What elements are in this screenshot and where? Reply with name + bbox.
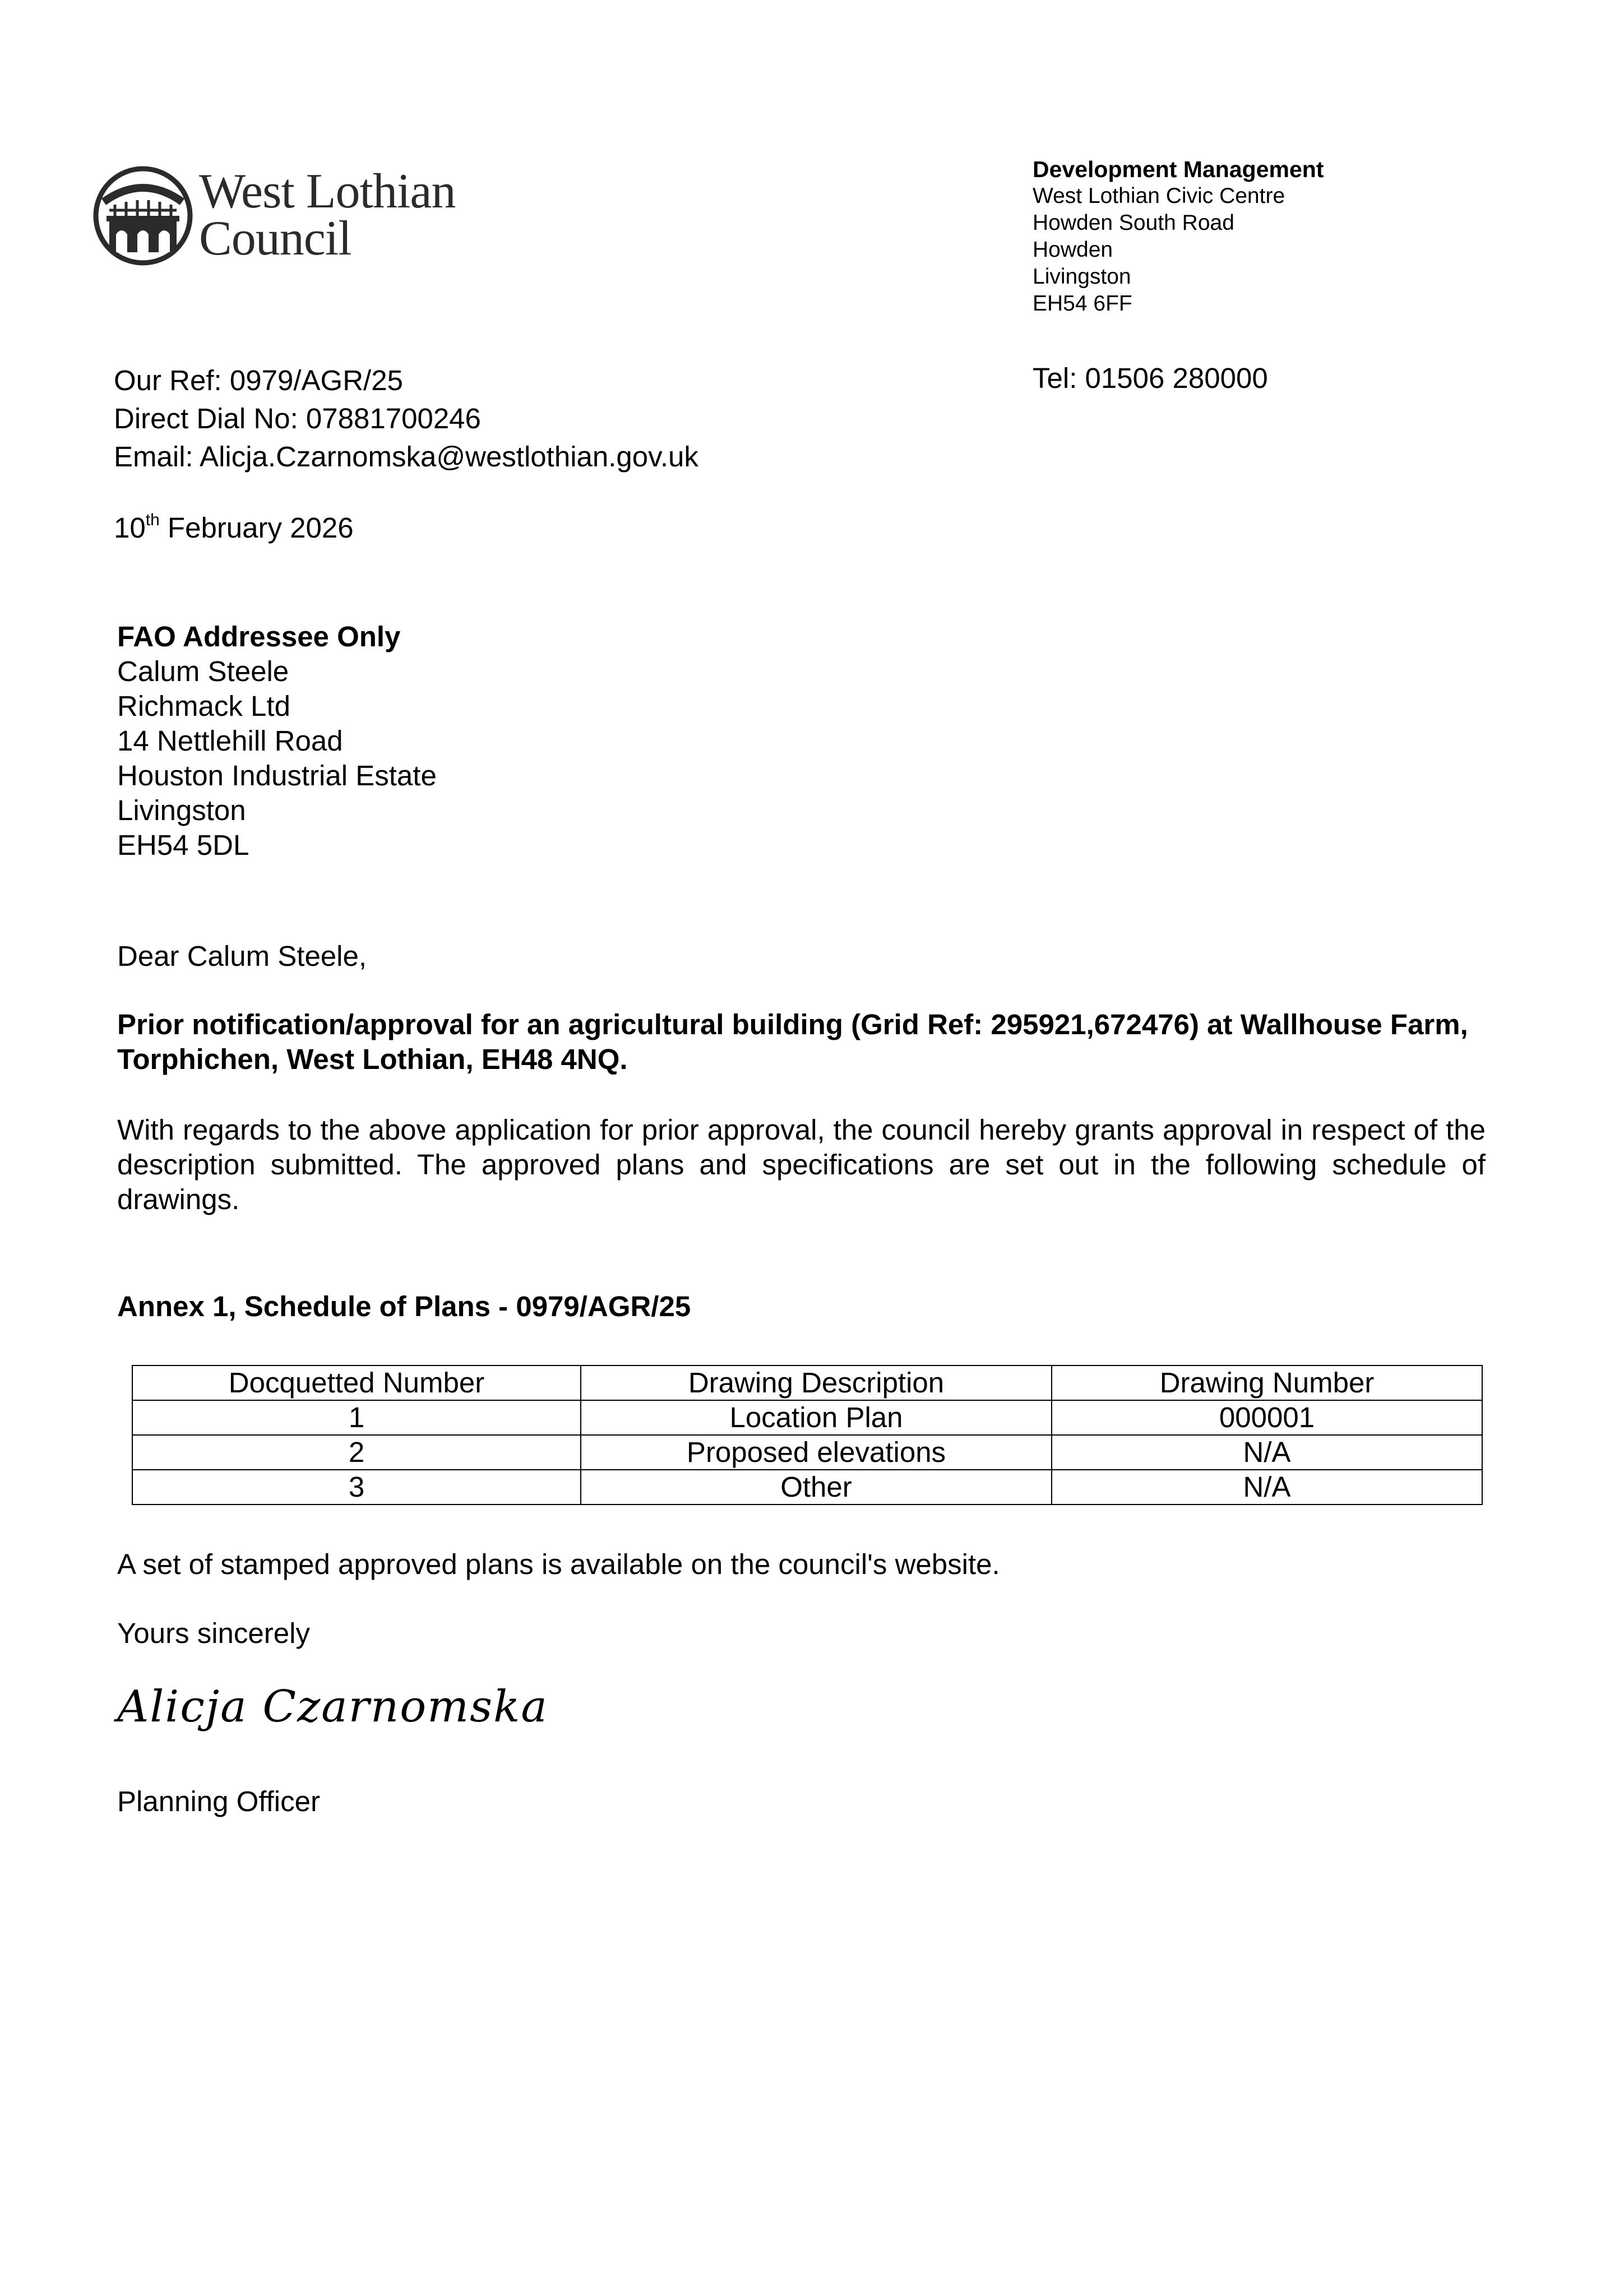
column-header: Docquetted Number [132,1365,581,1400]
email-address: Email: Alicja.Czarnomska@westlothian.gov.uk [114,441,698,473]
body-paragraph: With regards to the above application for prior approval, the council hereby grants approval in respect of the description submitted. The approved plans and specifications are set out in the following schedule of drawings. [117,1114,1486,1215]
telephone: Tel: 01506 280000 [1033,362,1268,394]
table-cell: 1 [132,1400,581,1435]
table-cell: Proposed elevations [581,1435,1052,1470]
annex-title: Annex 1, Schedule of Plans - 0979/AGR/25 [117,1290,691,1322]
date-day: 10 [114,512,146,544]
salutation: Dear Calum Steele, [117,940,367,972]
schedule-of-plans-table [132,1365,1483,1505]
recipient-address [117,619,437,863]
sender-address-line: Howden [1033,238,1113,262]
sender-address [1033,156,1324,317]
date-suffix: th [145,511,160,529]
council-logo [92,163,485,275]
logo-text-line1: West Lothian [199,164,456,219]
fao-line: FAO Addressee Only [117,621,401,652]
table-cell: N/A [1052,1470,1482,1505]
sender-address-line: EH54 6FF [1033,291,1132,316]
date-rest: February 2026 [159,512,354,544]
logo-text-line2: Council [199,211,351,266]
letter-date [114,511,354,544]
table-cell: Location Plan [581,1400,1052,1435]
recipient-line: Calum Steele [117,655,289,687]
recipient-line: Livingston [117,794,246,826]
table-cell: Other [581,1470,1052,1505]
subject-heading: Prior notification/approval for an agricultural building (Grid Ref: 295921,672476) at Wallhouse Farm, Torphichen, West Lothian, EH48 4NQ. [117,1008,1468,1075]
department-name: Development Management [1033,156,1324,182]
table-cell: 2 [132,1435,581,1470]
column-header: Drawing Number [1052,1365,1482,1400]
stamped-plans-note: A set of stamped approved plans is available on the council's website. [117,1548,1000,1580]
column-header: Drawing Description [581,1365,1052,1400]
signatory-title: Planning Officer [117,1785,320,1817]
recipient-line: Houston Industrial Estate [117,760,437,791]
closing: Yours sincerely [117,1617,310,1649]
recipient-line: Richmack Ltd [117,690,290,722]
signature: Alicja Czarnomska [117,1682,548,1732]
table-row [132,1435,1482,1470]
viaduct-emblem-icon [92,163,193,269]
table-cell: N/A [1052,1435,1482,1470]
table-row [132,1400,1482,1435]
sender-address-line: Livingston [1033,265,1131,289]
recipient-line: EH54 5DL [117,829,249,861]
our-ref: Our Ref: 0979/AGR/25 [114,364,403,396]
table-cell: 000001 [1052,1400,1482,1435]
reference-block [114,362,698,476]
sender-address-line: Howden South Road [1033,211,1234,235]
table-cell: 3 [132,1470,581,1505]
direct-dial: Direct Dial No: 07881700246 [114,402,481,434]
table-header-row [132,1365,1482,1400]
table-row [132,1470,1482,1505]
recipient-line: 14 Nettlehill Road [117,725,343,757]
sender-address-line: West Lothian Civic Centre [1033,184,1285,208]
